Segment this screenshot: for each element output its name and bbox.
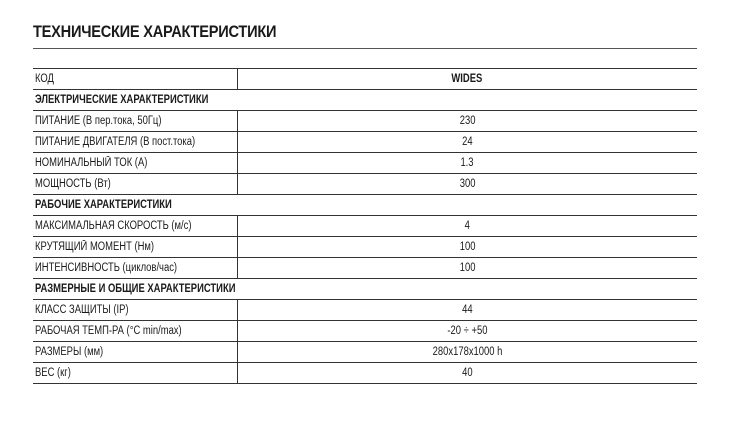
row-value: 44 — [237, 300, 697, 321]
section-title: РАЗМЕРНЫЕ И ОБЩИЕ ХАРАКТЕРИСТИКИ — [35, 283, 236, 295]
row-value: 100 — [237, 237, 697, 258]
table-row — [33, 258, 697, 279]
row-label: МОЩНОСТЬ (Вт) — [33, 174, 237, 195]
table-row — [33, 363, 697, 384]
table-row — [33, 321, 697, 342]
row-value: 280x178x1000 h — [237, 342, 697, 363]
row-label: КРУТЯЩИЙ МОМЕНТ (Нм) — [33, 237, 237, 258]
section-title: РАБОЧИЕ ХАРАКТЕРИСТИКИ — [35, 199, 172, 211]
table-row — [33, 153, 697, 174]
table-row — [33, 237, 697, 258]
table-row — [33, 111, 697, 132]
table-row — [33, 132, 697, 153]
row-label: КОД — [33, 69, 237, 90]
row-label: ВЕС (кг) — [33, 363, 237, 384]
spec-table — [33, 68, 697, 384]
table-row — [33, 300, 697, 321]
row-value: WIDES — [237, 69, 697, 90]
row-label: НОМИНАЛЬНЫЙ ТОК (А) — [33, 153, 237, 174]
page-title: ТЕХНИЧЕСКИЕ ХАРАКТЕРИСТИКИ — [33, 22, 277, 41]
row-label: ИНТЕНСИВНОСТЬ (циклов/час) — [33, 258, 237, 279]
row-value: 24 — [237, 132, 697, 153]
section-header — [33, 195, 697, 216]
row-label: КЛАСС ЗАЩИТЫ (IP) — [33, 300, 237, 321]
section-title: ЭЛЕКТРИЧЕСКИЕ ХАРАКТЕРИСТИКИ — [35, 94, 209, 106]
row-value: 300 — [237, 174, 697, 195]
table-row — [33, 216, 697, 237]
table-row — [33, 174, 697, 195]
table-row — [33, 342, 697, 363]
header-row — [33, 69, 697, 90]
row-label: МАКСИМАЛЬНАЯ СКОРОСТЬ (м/с) — [33, 216, 237, 237]
row-value: 4 — [237, 216, 697, 237]
row-value: 230 — [237, 111, 697, 132]
row-label: ПИТАНИЕ ДВИГАТЕЛЯ (В пост.тока) — [33, 132, 237, 153]
row-value: 40 — [237, 363, 697, 384]
row-value: 1.3 — [237, 153, 697, 174]
row-label: ПИТАНИЕ (В пер.тока, 50Гц) — [33, 111, 237, 132]
row-label: РАЗМЕРЫ (мм) — [33, 342, 237, 363]
row-label: РАБОЧАЯ ТЕМП-РА (°C min/max) — [33, 321, 237, 342]
row-value: 100 — [237, 258, 697, 279]
section-header — [33, 279, 697, 300]
row-value: -20 ÷ +50 — [237, 321, 697, 342]
title-divider — [33, 48, 697, 49]
section-header — [33, 90, 697, 111]
